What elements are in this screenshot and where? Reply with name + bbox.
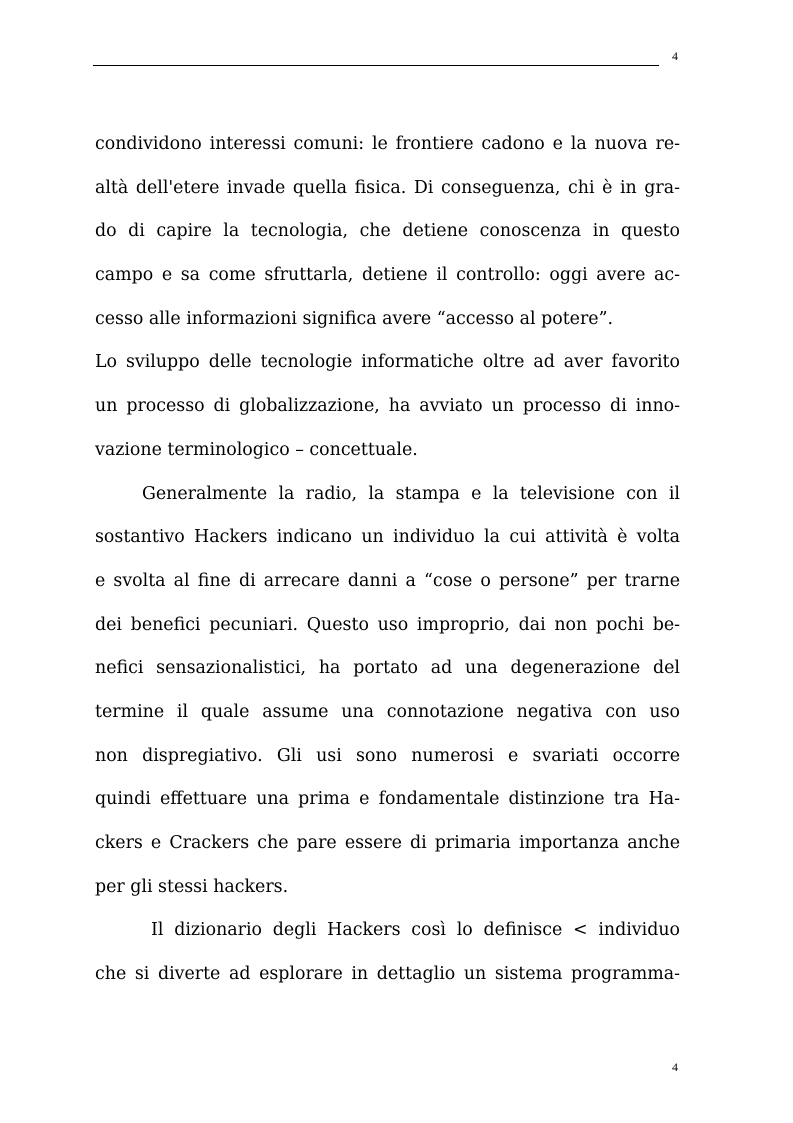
text-line: condividono interessi comuni: le frontiere cadono e la nuova re- <box>95 134 680 154</box>
text-line: altà dell'etere invade quella fisica. Di conseguenza, chi è in gra- <box>95 177 680 198</box>
text-line: quindi effettuare una prima e fondamentale distinzione tra Ha- <box>95 789 680 810</box>
text-line: Lo sviluppo delle tecnologie informatiche oltre ad aver favorito <box>95 352 680 373</box>
text-line: un processo di globalizzazione, ha avviato un processo di inno- <box>95 396 680 417</box>
text-line: vazione terminologico – concettuale. <box>95 439 418 460</box>
text-line: campo e sa come sfruttarla, detiene il controllo: oggi avere ac- <box>95 265 680 286</box>
text-line: sostantivo Hackers indicano un individuo la cui attività è volta <box>95 527 680 548</box>
text-line: cesso alle informazioni significa avere “accesso al potere”. <box>95 308 613 329</box>
text-line: che si diverte ad esplorare in dettaglio un sistema programma- <box>95 964 680 985</box>
text-line: dei benefici pecuniari. Questo uso improprio, dai non pochi be- <box>95 614 680 635</box>
text-line: do di capire la tecnologia, che detiene conoscenza in questo <box>95 221 680 242</box>
body-text <box>95 123 680 997</box>
text-line: non dispregiativo. Gli usi sono numerosi e svariati occorre <box>95 745 680 766</box>
header-rule <box>93 65 659 66</box>
text-line: Il dizionario degli Hackers così lo definisce < individuo <box>151 920 680 941</box>
text-line: per gli stessi hackers. <box>95 876 289 897</box>
footer-page-number: 4 <box>672 1060 678 1074</box>
text-line: Generalmente la radio, la stampa e la televisione con il <box>142 483 680 504</box>
text-line: termine il quale assume una connotazione negativa con uso <box>95 701 680 722</box>
text-line: ckers e Crackers che pare essere di primaria importanza anche <box>95 833 680 853</box>
text-line: nefici sensazionalistici, ha portato ad una degenerazione del <box>95 658 680 679</box>
header-page-number: 4 <box>672 49 678 63</box>
text-line: e svolta al fine di arrecare danni a “cose o persone” per trarne <box>95 570 680 591</box>
